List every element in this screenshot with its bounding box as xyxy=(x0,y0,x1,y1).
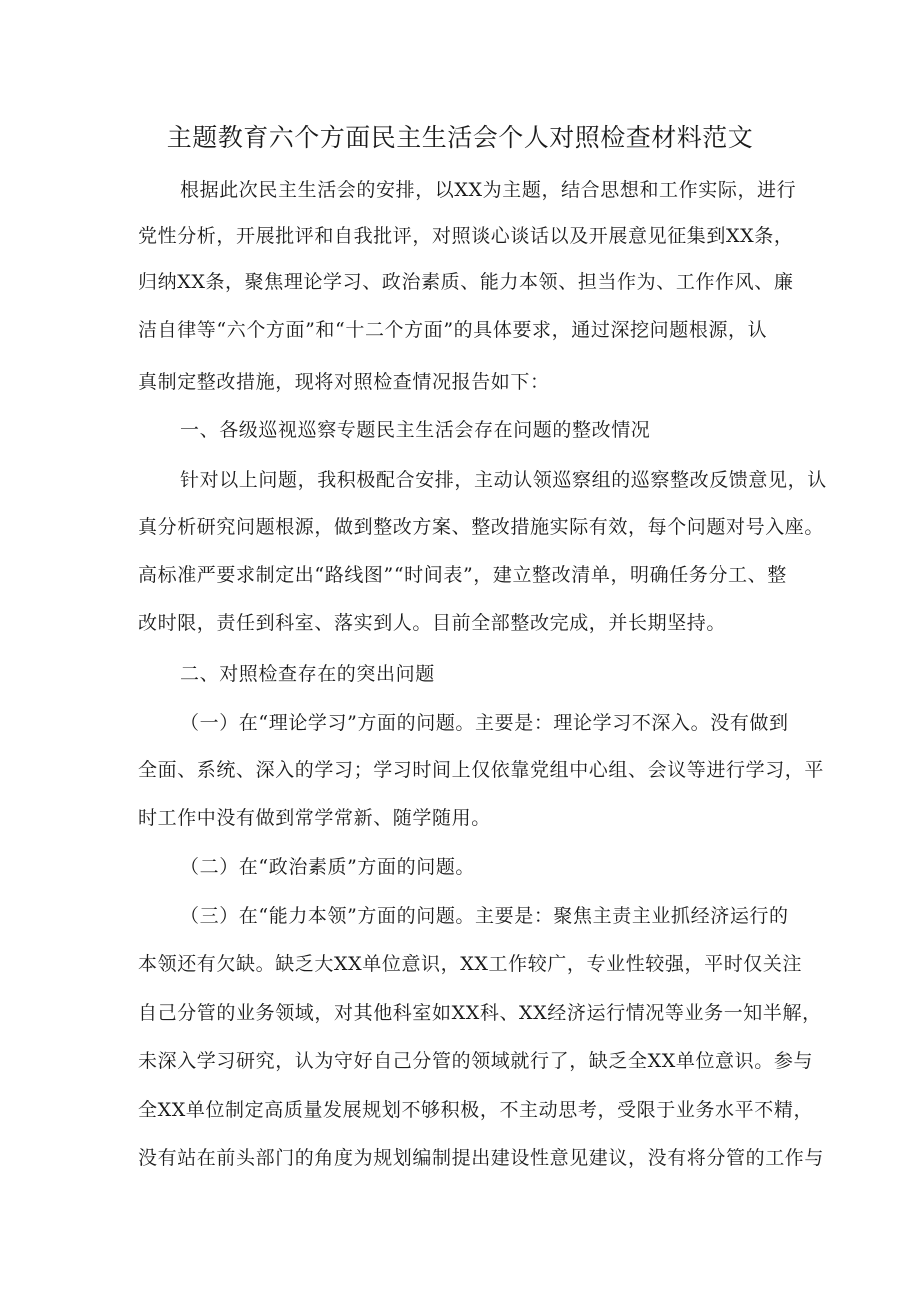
document-title: 主题教育六个方面民主生活会个人对照检查材料范文 xyxy=(166,123,754,152)
text-line: 本领还有欠缺。缺乏大XX单位意识，XX工作较广，专业性较强，平时仅关注 xyxy=(138,953,803,975)
section-heading: 一、各级巡视巡察专题民主生活会存在问题的整改情况 xyxy=(180,419,651,441)
text-line: 全XX单位制定高质量发展规划不够积极，不主动思考，受限于业务水平不精， xyxy=(138,1099,814,1121)
text-line: 没有站在前头部门的角度为规划编制提出建设性意见建议，没有将分管的工作与 xyxy=(138,1147,825,1169)
text-line: 洁自律等“六个方面”和“十二个方面”的具体要求，通过深挖问题根源，认 xyxy=(138,319,768,341)
subsection-heading: （二）在“政治素质”方面的问题。 xyxy=(180,856,476,878)
section-heading: 二、对照检查存在的突出问题 xyxy=(180,663,435,685)
text-line: 全面、系统、深入的学习；学习时间上仅依靠党组中心组、会议等进行学习，平 xyxy=(138,759,825,781)
text-line: 针对以上问题，我积极配合安排，主动认领巡察组的巡察整改反馈意见，认 xyxy=(180,469,827,491)
text-line: 时工作中没有做到常学常新、随学随用。 xyxy=(138,807,491,829)
text-line: 归纳XX条，聚焦理论学习、政治素质、能力本领、担当作为、工作作风、廉 xyxy=(138,271,794,293)
text-line: 改时限，责任到科室、落实到人。目前全部整改完成，并长期坚持。 xyxy=(138,612,727,634)
text-line: （一）在“理论学习”方面的问题。主要是：理论学习不深入。没有做到 xyxy=(180,712,789,734)
text-line: 真分析研究问题根源，做到整改方案、整改措施实际有效，每个问题对号入座。 xyxy=(138,516,825,538)
text-line: 真制定整改措施，现将对照检查情况报告如下： xyxy=(138,371,550,393)
text-line: 根据此次民主生活会的安排，以XX为主题，结合思想和工作实际，进行 xyxy=(180,179,797,201)
text-line: 党性分析，开展批评和自我批评，对照谈心谈话以及开展意见征集到XX条， xyxy=(138,225,794,247)
text-line: 高标准严要求制定出“路线图”“时间表”，建立整改清单，明确任务分工、整 xyxy=(138,564,787,586)
text-line: 自己分管的业务领域，对其他科室如XX科、XX经济运行情况等业务一知半解， xyxy=(138,1002,822,1024)
text-line: （三）在“能力本领”方面的问题。主要是：聚焦主责主业抓经济运行的 xyxy=(180,905,789,927)
text-line: 未深入学习研究，认为守好自己分管的领域就行了，缺乏全XX单位意识。参与 xyxy=(138,1050,814,1072)
